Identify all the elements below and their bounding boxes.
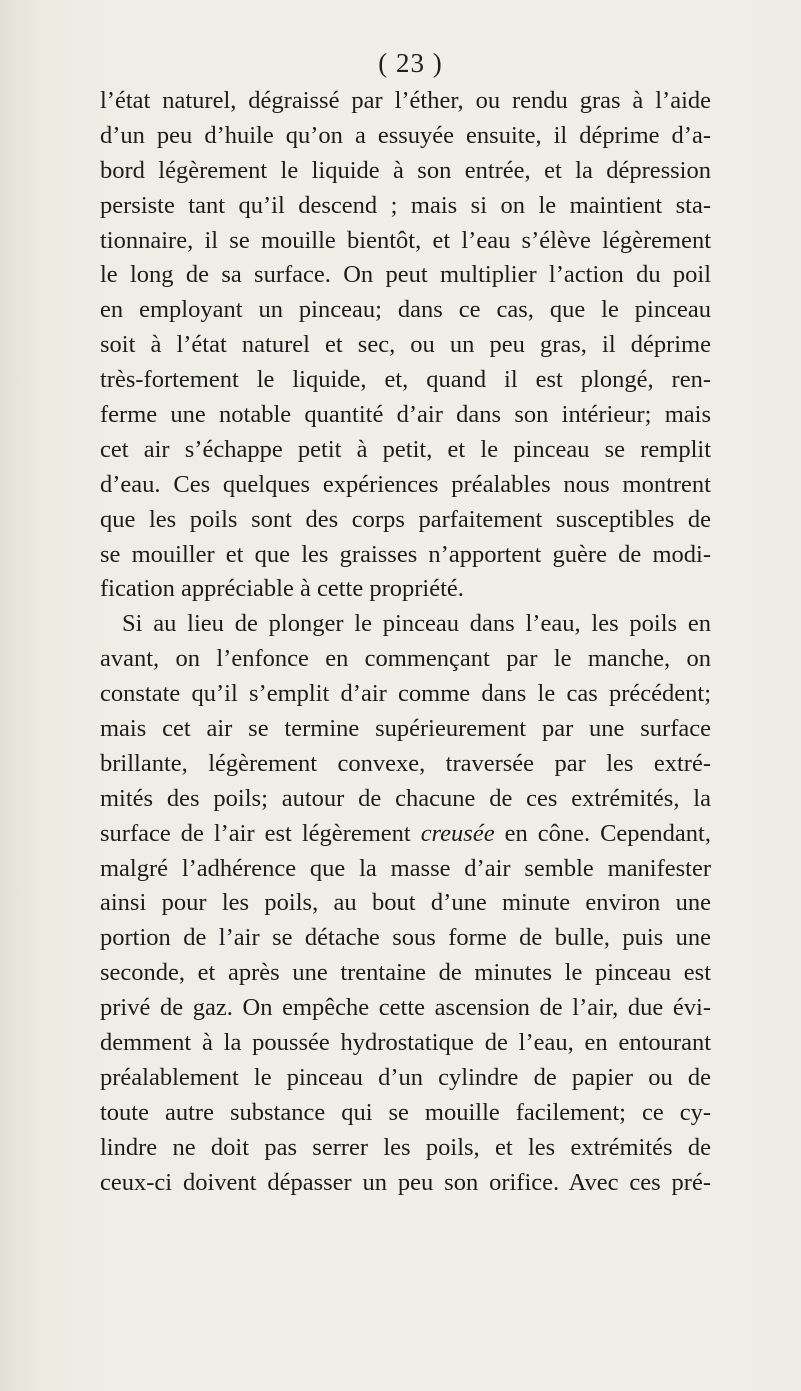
- text-line: se mouiller et que les graisses n’apportent guère de modi-: [100, 540, 711, 568]
- text-line: seconde, et après une trentaine de minutes le pinceau est: [100, 959, 711, 987]
- text-line: cet air s’échappe petit à petit, et le pinceau se remplit: [100, 435, 711, 463]
- text-line: malgré l’adhérence que la masse d’air semble manifester: [100, 854, 711, 882]
- text-line: en employant un pinceau; dans ce cas, que le pinceau: [100, 296, 711, 324]
- text-line: le long de sa surface. On peut multiplier l’action du poil: [100, 261, 711, 289]
- text-line: ceux-ci doivent dépasser un peu son orifice. Avec ces pré-: [100, 1168, 711, 1196]
- text-line: soit à l’état naturel et sec, ou un peu gras, il déprime: [100, 331, 711, 359]
- page-number: ( 23 ): [378, 48, 443, 78]
- text-line: avant, on l’enfonce en commençant par le manche, on: [100, 645, 711, 673]
- text-line: toute autre substance qui se mouille facilement; ce cy-: [100, 1098, 711, 1126]
- text-line: persiste tant qu’il descend ; mais si on le maintient sta-: [100, 191, 711, 219]
- text-line: d’un peu d’huile qu’on a essuyée ensuite, il déprime d’a-: [100, 121, 711, 149]
- text-segment: surface de l’air est légèrement: [100, 819, 421, 847]
- text-line: Si au lieu de plonger le pinceau dans l’eau, les poils en: [122, 610, 711, 638]
- text-line: très-fortement le liquide, et, quand il est plongé, ren-: [100, 366, 711, 394]
- italic-word: creusée: [420, 819, 495, 847]
- text-line: constate qu’il s’emplit d’air comme dans le cas précédent;: [100, 680, 711, 708]
- text-line: d’eau. Ces quelques expériences préalables nous montrent: [100, 470, 711, 498]
- text-line: préalablement le pinceau d’un cylindre de papier ou de: [100, 1063, 711, 1091]
- text-line: demment à la poussée hydrostatique de l’eau, en entourant: [100, 1029, 711, 1057]
- text-line: portion de l’air se détache sous forme de bulle, puis une: [100, 924, 711, 952]
- text-line: bord légèrement le liquide à son entrée, et la dépression: [100, 156, 711, 184]
- text-segment: en cône. Cependant,: [494, 819, 711, 847]
- text-line: fication appréciable à cette propriété.: [100, 575, 464, 603]
- text-line: mités des poils; autour de chacune de ces extrémités, la: [100, 784, 711, 812]
- body-text: [100, 84, 711, 1201]
- text-line: tionnaire, il se mouille bientôt, et l’eau s’élève légèrement: [100, 226, 711, 254]
- text-line-with-italic: [100, 817, 711, 852]
- text-line: ferme une notable quantité d’air dans son intérieur; mais: [100, 401, 711, 429]
- text-line: privé de gaz. On empêche cette ascension de l’air, due évi-: [100, 994, 711, 1022]
- text-line: lindre ne doit pas serrer les poils, et les extrémités de: [100, 1133, 711, 1161]
- text-line: brillante, légèrement convexe, traversée par les extré-: [100, 749, 711, 777]
- text-line: mais cet air se termine supérieurement par une surface: [100, 715, 711, 743]
- text-line: que les poils sont des corps parfaitement susceptibles de: [100, 505, 711, 533]
- text-line: l’état naturel, dégraissé par l’éther, ou rendu gras à l’aide: [100, 87, 711, 114]
- text-line: ainsi pour les poils, au bout d’une minute environ une: [100, 889, 711, 917]
